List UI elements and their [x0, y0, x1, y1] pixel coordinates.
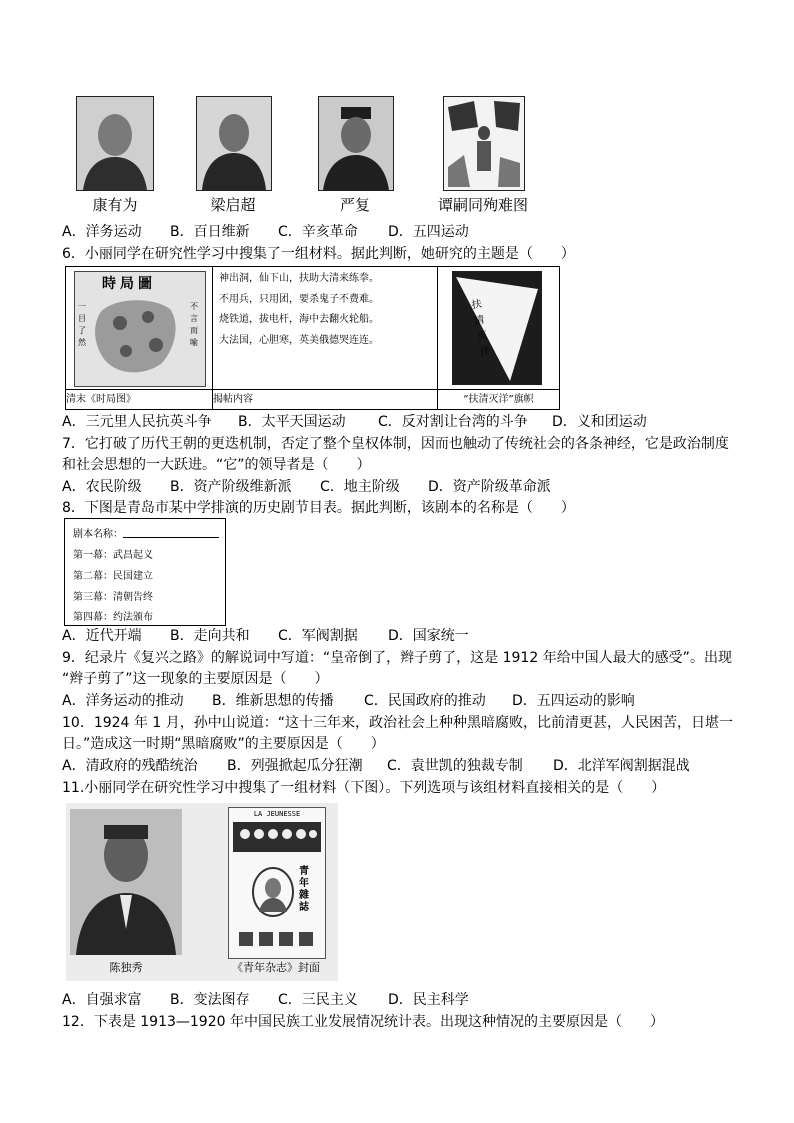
- q8-option-a[interactable]: A．近代开端: [62, 628, 142, 644]
- chen-duxiu-photo-icon: [70, 809, 182, 955]
- q11-image-panel: [66, 803, 338, 981]
- cover-ornament-icon: [237, 928, 317, 950]
- q5-option-b[interactable]: B．百日维新: [170, 224, 250, 240]
- q9-option-c[interactable]: C．民国政府的推动: [364, 693, 486, 709]
- portrait-liang-qichao-icon: [197, 97, 271, 190]
- q9-options: [62, 692, 635, 710]
- chen-duxiu-caption: 陈独秀: [109, 961, 143, 974]
- portrait-yan-fu: [318, 96, 394, 191]
- q6-option-a[interactable]: A．三元里人民抗英斗争: [62, 414, 212, 430]
- poster-side-right: 不言而喻: [190, 302, 198, 347]
- poster-cell: [66, 267, 213, 390]
- q11-option-d[interactable]: D．民主科学: [388, 992, 469, 1008]
- q10-option-b[interactable]: B．列强掀起瓜分狂潮: [227, 758, 363, 774]
- ballad-line-1: 神出洞，仙下山，扶助大清来练拳。: [219, 273, 379, 284]
- q7-option-d[interactable]: D．资产阶级革命派: [428, 479, 551, 495]
- ballad-cell: [213, 267, 438, 390]
- ballad-caption: 揭帖内容: [213, 390, 438, 410]
- q7-option-a[interactable]: A．农民阶级: [62, 479, 142, 495]
- poster-caption: 清末《时局图》: [66, 390, 213, 410]
- illustration-tan-sitong: [443, 96, 525, 191]
- q6-stem: 6．小丽同学在研究性学习中搜集了一组材料。据此判断，她研究的主题是（ ）: [62, 246, 575, 262]
- q8-option-c[interactable]: C．军阀割据: [278, 628, 358, 644]
- portrait-kang-youwei-icon: [77, 97, 153, 190]
- q11-option-c[interactable]: C．三民主义: [278, 992, 358, 1008]
- portrait-caption-liang: 梁启超: [210, 196, 256, 214]
- flag-caption: “扶清灭洋”旗帜: [438, 390, 560, 410]
- play-act-2: 第二幕：民国建立: [73, 571, 153, 582]
- portrait-yan-fu-icon: [319, 97, 393, 190]
- q10-stem-line1: 10．1924 年 1 月，孙中山说道：“这十三年来，政治社会上种种黑暗腐败，比前清更甚，人民困苦，日堪一: [62, 715, 733, 731]
- q10-stem-line2: 日。”造成这一时期“黑暗腐败”的主要原因是（ ）: [62, 736, 385, 752]
- ballad-line-3: 烧铁道，拔电杆，海中去翻火轮船。: [219, 314, 379, 325]
- q6-materials-table: [65, 266, 560, 410]
- play-title-label: 剧本名称：: [73, 529, 123, 540]
- portrait-kang-youwei: [76, 96, 154, 191]
- magazine-title: 青年雜誌: [299, 866, 309, 913]
- q7-option-c[interactable]: C．地主阶级: [320, 479, 400, 495]
- q12-stem: 12．下表是 1913—1920 年中国民族工业发展情况统计表。出现这种情况的主要原因是（ ）: [62, 1014, 664, 1030]
- q9-option-d[interactable]: D．五四运动的影响: [512, 693, 635, 709]
- flag-icon: [452, 271, 542, 385]
- q11-option-a[interactable]: A．自强求富: [62, 992, 142, 1008]
- poster-title: 時局圖: [102, 276, 156, 292]
- q9-stem-line1: 9．纪录片《复兴之路》的解说词中写道：“皇帝倒了，辫子剪了，这是 1912 年给中国人最大的感受”。出现: [62, 650, 732, 666]
- q11-option-b[interactable]: B．变法图存: [170, 992, 250, 1008]
- q7-options: [62, 478, 551, 496]
- q7-option-b[interactable]: B．资产阶级维新派: [170, 479, 292, 495]
- q11-options: [62, 991, 469, 1009]
- q11-stem: 11.小丽同学在研究性学习中搜集了一组材料（下图）。下列选项与该组材料直接相关的是（ ）: [62, 780, 666, 796]
- q9-option-a[interactable]: A．洋务运动的推动: [62, 693, 184, 709]
- q6-option-d[interactable]: D．义和团运动: [552, 414, 647, 430]
- play-title-underline: [123, 537, 219, 538]
- magazine-caption: 《青年杂志》封面: [232, 961, 320, 974]
- play-act-4: 第四幕：约法颁布: [73, 612, 153, 623]
- q7-stem-line2: 和社会思想的一大跃进。“它”的领导者是（ ）: [62, 457, 371, 473]
- q10-options: [62, 757, 690, 775]
- audience-silhouette-icon: [233, 822, 321, 852]
- q6-option-b[interactable]: B．太平天国运动: [238, 414, 346, 430]
- q9-option-b[interactable]: B．维新思想的传播: [212, 693, 334, 709]
- q5-options: [62, 223, 469, 241]
- q5-option-d[interactable]: D．五四运动: [388, 224, 469, 240]
- portrait-caption-tan: 谭嗣同殉难图: [437, 196, 528, 214]
- q6-options: [62, 413, 647, 431]
- q10-option-c[interactable]: C．袁世凯的独裁专制: [387, 758, 523, 774]
- q10-option-a[interactable]: A．清政府的残酷统治: [62, 758, 198, 774]
- ballad-line-2: 不用兵，只用团，要杀鬼子不费难。: [219, 293, 379, 305]
- q6-option-c[interactable]: C．反对割让台湾的斗争: [378, 414, 528, 430]
- magazine-cover: [228, 807, 326, 959]
- q10-option-d[interactable]: D．北洋军阀割据混战: [553, 758, 690, 774]
- magazine-header: LA JEUNESSE: [253, 810, 301, 818]
- portrait-caption-yan: 严复: [339, 196, 370, 214]
- q9-stem-line2: “辫子剪了”这一现象的主要原因是（ ）: [62, 671, 329, 687]
- q8-options: [62, 627, 469, 645]
- q8-stem: 8．下图是青岛市某中学排演的历史剧节目表。据此判断，该剧本的名称是（ ）: [62, 500, 575, 516]
- flag-cell: [438, 267, 560, 390]
- portrait-caption-kang: 康有为: [92, 196, 138, 214]
- china-map-cartoon-icon: [90, 293, 182, 379]
- ballad-line-4: 大法国，心胆寒，英美俄德哭连连。: [219, 334, 379, 346]
- q7-stem-line1: 7．它打破了历代王朝的更迭机制，否定了整个皇权体制，因而也触动了传统社会的各条神经，它是政治制度: [62, 436, 729, 452]
- cover-portrait-icon: [251, 866, 295, 918]
- play-act-3: 第三幕：清朝告终: [73, 592, 153, 603]
- q5-option-c[interactable]: C．辛亥革命: [278, 224, 358, 240]
- flag-text: 扶清灭洋: [470, 298, 491, 359]
- play-act-1: 第一幕：武昌起义: [73, 550, 153, 561]
- play-program-box: [64, 518, 226, 626]
- q8-option-d[interactable]: D．国家统一: [388, 628, 469, 644]
- q5-option-a[interactable]: A．洋务运动: [62, 224, 142, 240]
- portrait-liang-qichao: [196, 96, 272, 191]
- q8-option-b[interactable]: B．走向共和: [170, 628, 250, 644]
- illustration-tan-sitong-icon: [444, 97, 524, 190]
- poster-side-left: 一目了然: [78, 302, 86, 347]
